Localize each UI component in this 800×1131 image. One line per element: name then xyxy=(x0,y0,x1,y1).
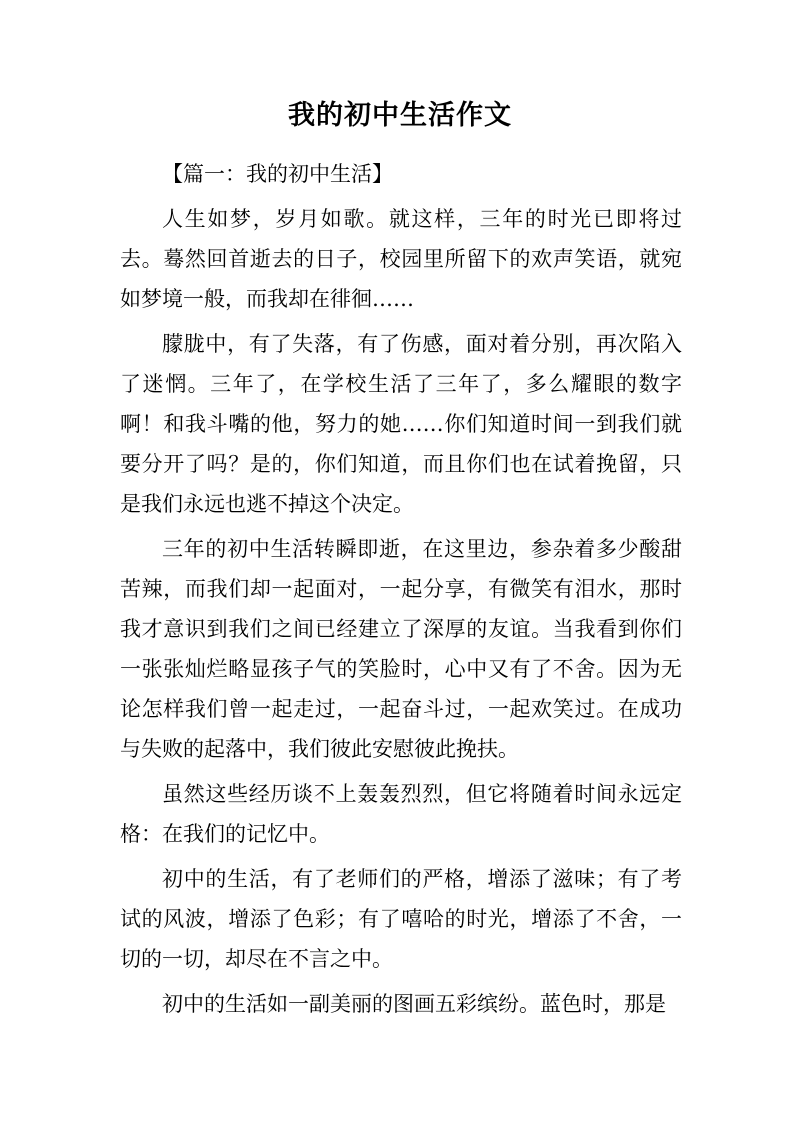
paragraph-5: 初中的生活，有了老师们的严格，增添了滋味；有了考试的风波，增添了色彩；有了嘻哈的时光，增添了不舍，一切的一切，却尽在不言之中。 xyxy=(120,867,682,971)
paragraph-1: 人生如梦，岁月如歌。就这样，三年的时光已即将过去。蓦然回首逝去的日子，校园里所留下的欢声笑语，就宛如梦境一般，而我却在徘徊…… xyxy=(120,207,682,311)
paragraph-3: 三年的初中生活转瞬即逝，在这里边，参杂着多少酸甜苦辣，而我们却一起面对，一起分享，有微笑有泪水，那时我才意识到我们之间已经建立了深厚的友谊。当我看到你们一张张灿烂略显孩子气的笑脸时，心中又有了不舍。因为无论怎样我们曾一起走过，一起奋斗过，一起欢笑过。在成功与失败的起落中，我们彼此安慰彼此挽扶。 xyxy=(120,537,682,761)
paragraph-2: 朦胧中，有了失落，有了伤感，面对着分别，再次陷入了迷惘。三年了，在学校生活了三年了，多么耀眼的数字啊！和我斗嘴的他，努力的她……你们知道时间一到我们就要分开了吗？是的，你们知道，而且你们也在试着挽留，只是我们永远也逃不掉这个决定。 xyxy=(120,332,682,516)
paragraph-4: 虽然这些经历谈不上轰轰烈烈，但它将随着时间永远定格：在我们的记忆中。 xyxy=(120,782,682,846)
paragraph-6: 初中的生活如一副美丽的图画五彩缤纷。蓝色时，那是 xyxy=(162,992,666,1016)
page-title: 我的初中生活作文 xyxy=(288,100,512,131)
section-heading: 【篇一：我的初中生活】 xyxy=(162,162,393,186)
article-body xyxy=(120,154,682,1029)
